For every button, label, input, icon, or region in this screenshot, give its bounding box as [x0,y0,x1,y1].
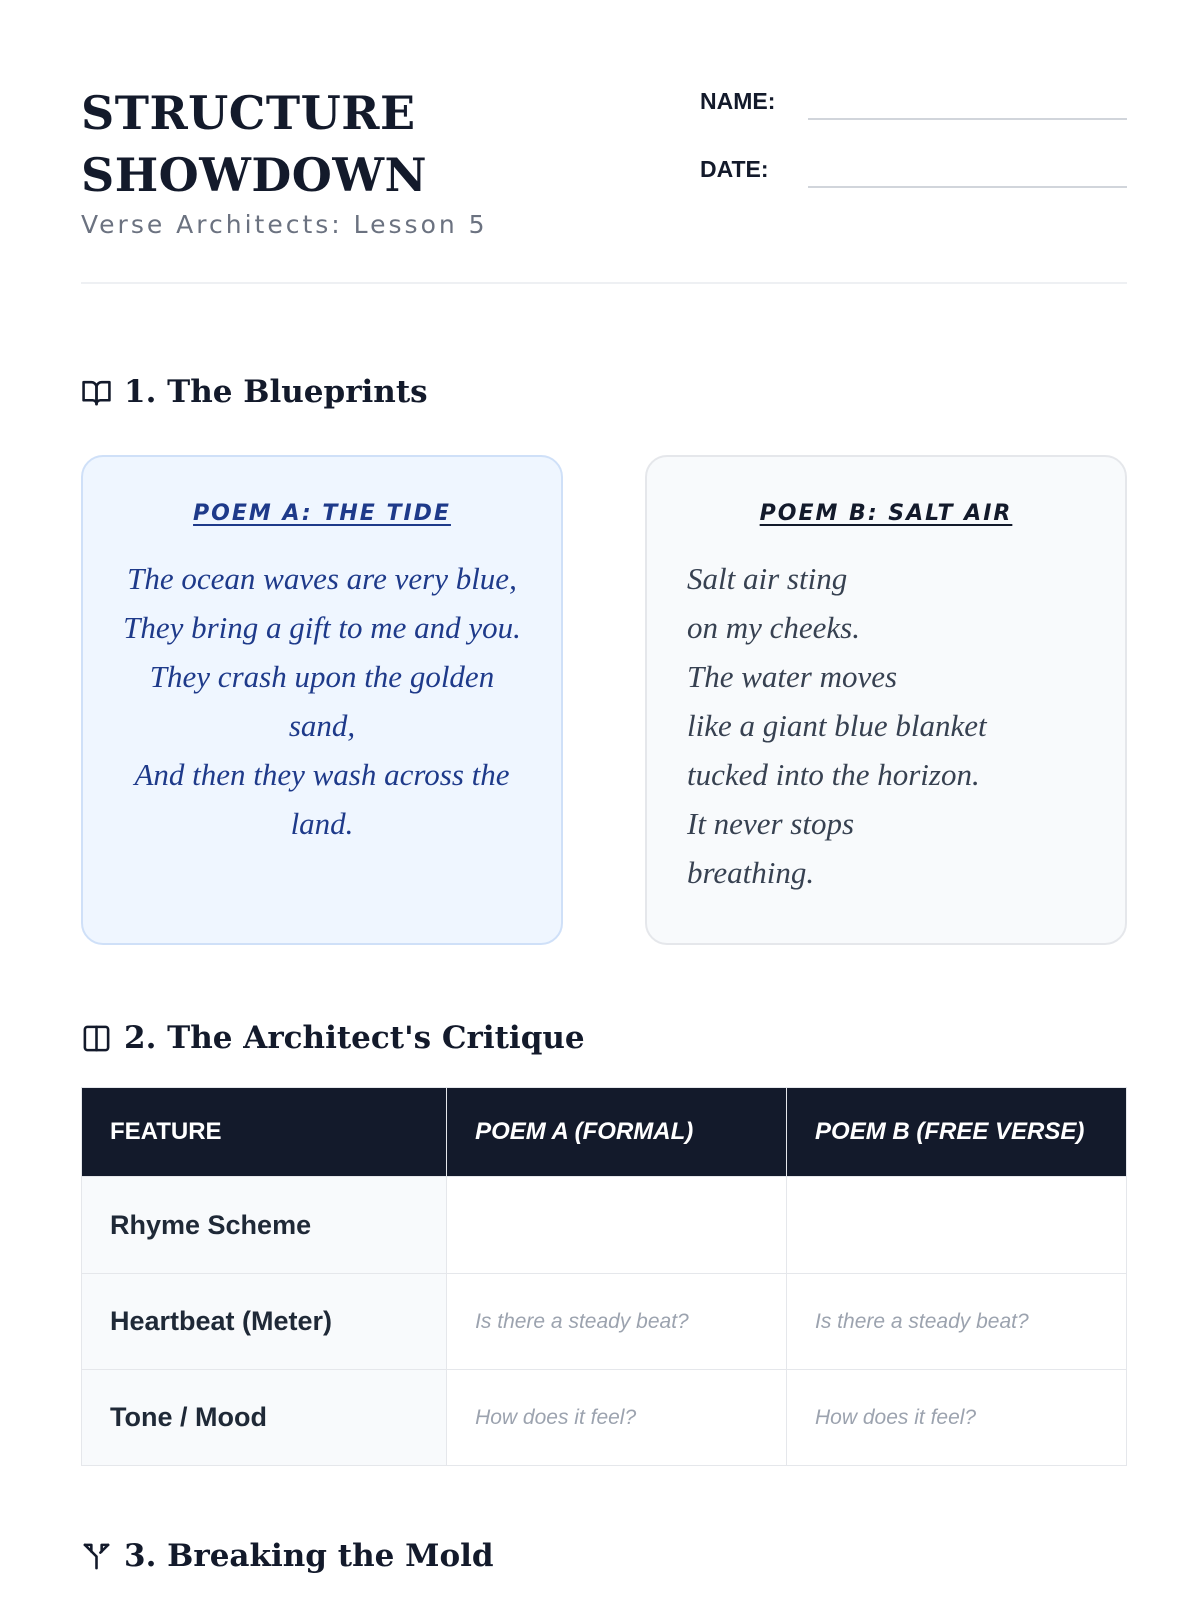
title-line-2: SHOWDOWN [81,148,428,202]
poem-a-title: POEM A: THE TIDE [193,501,451,526]
poem-a-answer-cell[interactable]: How does it feel? [447,1370,787,1466]
poem-line: They bring a gift to me and you. [123,610,521,645]
table-row [82,1370,1127,1466]
critique-table [81,1087,1127,1466]
feature-cell: Rhyme Scheme [82,1177,447,1274]
name-field-label: NAME: [700,88,776,114]
column-header-feature: FEATURE [82,1088,447,1177]
table-row [82,1274,1127,1370]
feature-cell: Tone / Mood [82,1370,447,1466]
poem-b-card [645,455,1127,945]
poem-line: like a giant blue blanket [687,708,987,743]
date-field-label: DATE: [700,156,769,182]
poem-a-card [81,455,563,945]
column-header-poem-a: POEM A (FORMAL) [447,1088,787,1177]
section-title-blueprints [81,374,428,410]
poem-line: The ocean waves are very blue, [127,561,517,596]
date-field-line[interactable] [808,186,1127,188]
page-subtitle: Verse Architects: Lesson 5 [81,210,488,239]
table-row [82,1177,1127,1274]
poem-line: Salt air sting [687,561,848,596]
poem-a-answer-cell[interactable]: Is there a steady beat? [447,1274,787,1370]
book-open-icon [81,377,112,408]
poem-line: on my cheeks. [687,610,860,645]
feature-cell: Heartbeat (Meter) [82,1274,447,1370]
split-icon [81,1541,112,1572]
name-field[interactable] [700,82,1127,150]
section-title-text: 1. The Blueprints [124,374,428,410]
section-title-text: 2. The Architect's Critique [124,1020,585,1056]
header-divider [81,282,1127,284]
poem-b-answer-cell[interactable]: How does it feel? [787,1370,1127,1466]
poem-b-answer-cell[interactable] [787,1177,1127,1274]
date-field[interactable] [700,150,1127,218]
poem-line: They crash upon the golden sand, [149,659,495,743]
name-field-line[interactable] [808,118,1127,120]
poem-line: tucked into the horizon. [687,757,980,792]
poem-line: And then they wash across the land. [134,757,510,841]
poem-line: It never stops [687,806,855,841]
poem-a-text [83,554,561,848]
table-header-row [82,1088,1127,1177]
section-title-text: 3. Breaking the Mold [124,1538,494,1574]
poem-b-title: POEM B: SALT AIR [759,501,1013,526]
column-header-poem-b: POEM B (FREE VERSE) [787,1088,1127,1177]
poem-b-text [647,554,1125,897]
worksheet-header [81,82,1127,284]
poem-a-answer-cell[interactable] [447,1177,787,1274]
section-title-breaking-the-mold [81,1538,494,1574]
columns-icon [81,1023,112,1054]
poem-line: breathing. [687,855,815,890]
poem-b-answer-cell[interactable]: Is there a steady beat? [787,1274,1127,1370]
title-line-1: STRUCTURE [81,86,416,140]
student-info-fields [700,82,1127,218]
poem-line: The water moves [687,659,898,694]
section-title-critique [81,1020,585,1056]
